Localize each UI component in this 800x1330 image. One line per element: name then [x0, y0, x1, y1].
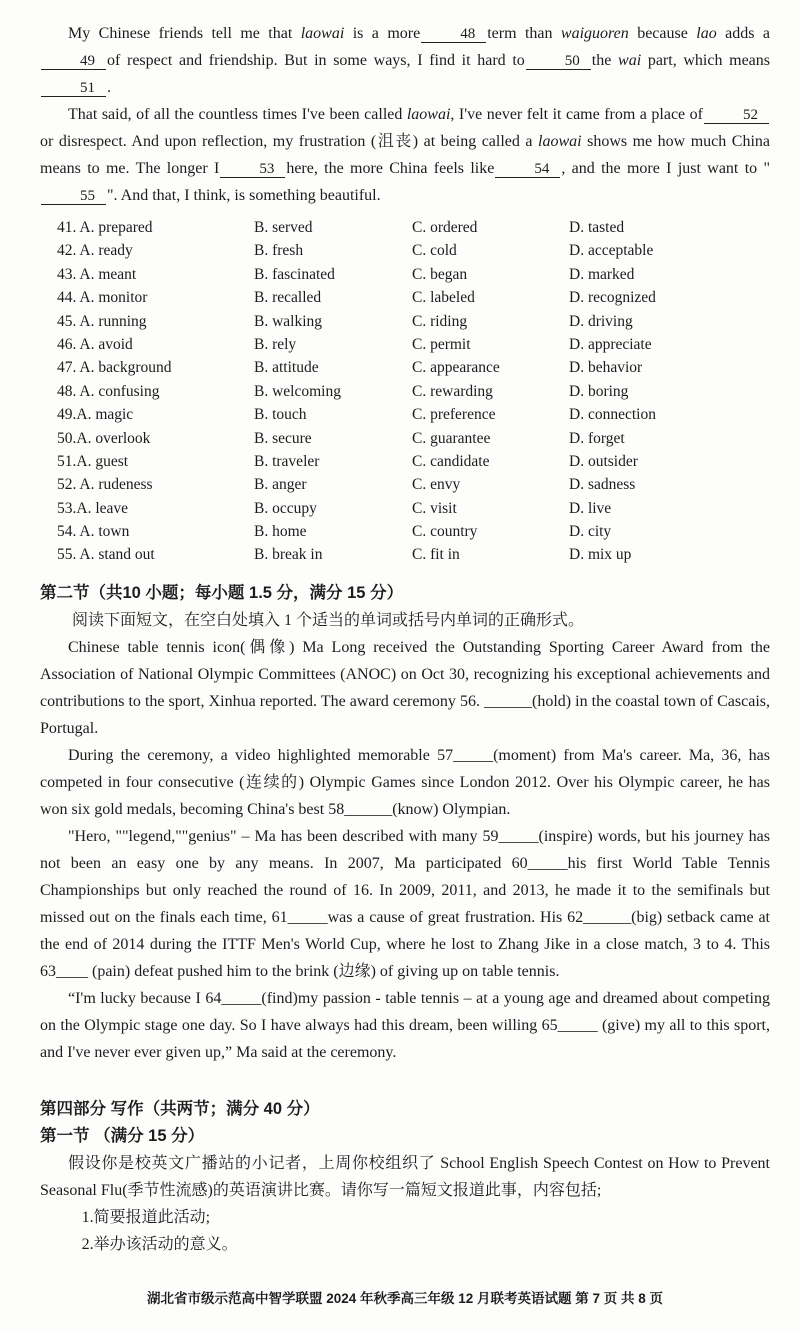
question-row — [57, 216, 770, 239]
question-number-and-option-a: 47. A. background — [57, 359, 172, 377]
writing-prompt: 假设你是校英文广播站的小记者，上周你校组织了 School English Speech Contest on How to Prevent Seasonal Flu(季节性流感)的英语演讲比赛。请你写一篇短文报道此事，内容包括; — [40, 1154, 770, 1199]
question-number-and-option-a: 42. A. ready — [57, 242, 133, 260]
option-d: D. marked — [569, 265, 635, 283]
option-b: B. fascinated — [254, 265, 335, 283]
question-number-and-option-a: 43. A. meant — [57, 265, 137, 283]
grammar-section — [40, 580, 770, 1066]
option-d: D. live — [569, 499, 612, 517]
writing-part-title: 第四部分 写作（共两节；满分 40 分） — [40, 1099, 320, 1118]
numbered-blank: 53 — [220, 161, 285, 178]
numbered-blank: 50 — [526, 53, 591, 70]
question-row — [57, 310, 770, 333]
option-c: C. riding — [412, 312, 468, 330]
option-c: C. began — [412, 265, 468, 283]
option-c: C. labeled — [412, 289, 475, 307]
option-b: B. recalled — [254, 289, 322, 307]
numbered-blank: 54 — [495, 161, 560, 178]
option-d: D. mix up — [569, 546, 632, 564]
question-number-and-option-a: 55. A. stand out — [57, 546, 155, 564]
question-row — [57, 286, 770, 309]
question-row — [57, 497, 770, 520]
option-d: D. connection — [569, 406, 656, 424]
option-c: C. ordered — [412, 219, 478, 236]
option-d: D. behavior — [569, 359, 643, 377]
question-number-and-option-a: 45. A. running — [57, 312, 147, 330]
option-b: B. welcoming — [254, 382, 341, 400]
question-number-and-option-a: 49.A. magic — [57, 406, 134, 424]
writing-point-2: 2.举办该活动的意义。 — [81, 1235, 238, 1253]
numbered-blank: 55 — [41, 188, 106, 205]
grammar-paragraph-3: "Hero, ""legend,""genius" – Ma has been described with many 59_____(inspire) words, but his journey has not been an easy one by any means. In 2007, Ma participated 60_____his first World Table Tennis Championships but only reached the round of 16. In 2009, 2011, and 2013, he made it to the semifinals but missed out on the finals each time, 61_____was a cause of great frustration. His 62______(big) setback came at the end of 2014 during the ITTF Men's World Cup, where he lost to Zhang Jike in a close match, 3 to 4. This 63____ (pain) defeat pushed him to the brink (边缘) of giving up on table tennis. — [40, 827, 770, 980]
option-b: B. home — [254, 523, 307, 541]
cloze-passage — [40, 20, 770, 209]
writing-section — [40, 1096, 770, 1258]
option-d: D. city — [569, 523, 612, 541]
question-row — [57, 403, 770, 426]
writing-point-1: 1.简要报道此活动; — [81, 1208, 211, 1226]
numbered-blank: 52 — [704, 107, 769, 124]
question-number-and-option-a: 51.A. guest — [57, 452, 129, 470]
option-c: C. envy — [412, 476, 461, 494]
question-row — [57, 380, 770, 403]
writing-section-title: 第一节 （满分 15 分） — [40, 1126, 205, 1145]
grammar-instruction: 阅读下面短文，在空白处填入 1 个适当的单词或括号内单词的正确形式。 — [72, 611, 585, 629]
page-footer — [40, 1285, 770, 1330]
option-d: D. forget — [569, 429, 625, 447]
cloze-paragraph-1: My Chinese friends tell me that laowai is a more 48 term than waiguoren because lao adds a49 of respect and friendship. But in some ways, I find it hard to 50 the wai part, which means51 . — [40, 20, 770, 101]
question-number-and-option-a: 54. A. town — [57, 523, 130, 541]
option-d: D. recognized — [569, 289, 656, 307]
option-c: C. candidate — [412, 452, 490, 470]
option-b: B. touch — [254, 406, 307, 424]
option-d: D. appreciate — [569, 335, 652, 353]
question-row — [57, 239, 770, 262]
question-number-and-option-a: 50.A. overlook — [57, 429, 151, 447]
option-b: B. walking — [254, 312, 323, 330]
option-b: B. occupy — [254, 499, 317, 517]
option-c: C. visit — [412, 499, 457, 517]
question-number-and-option-a: 46. A. avoid — [57, 335, 133, 353]
option-b: B. traveler — [254, 452, 320, 470]
option-c: C. rewarding — [412, 382, 493, 400]
cloze-paragraph-2: That said, of all the countless times I've been called laowai, I've never felt it came from a place of 52or disrespect. And upon reflection, my frustration (沮丧) at being called a laowai shows me how much China means to me. The longer I 53 here, the more China feels like 54 , and the more I just want to "55 ". And that, I think, is something beautiful. — [40, 106, 771, 204]
option-b: B. fresh — [254, 242, 304, 260]
question-number-and-option-a: 44. A. monitor — [57, 289, 148, 307]
question-row — [57, 473, 770, 496]
question-number-and-option-a: 41. A. prepared — [57, 219, 153, 236]
option-b: B. break in — [254, 546, 323, 564]
option-c: C. permit — [412, 335, 471, 353]
option-c: C. cold — [412, 242, 457, 260]
question-row — [57, 427, 770, 450]
numbered-blank: 49 — [41, 53, 106, 70]
option-c: C. preference — [412, 406, 496, 424]
grammar-paragraph-2: During the ceremony, a video highlighted memorable 57_____(moment) from Ma's career. Ma, 36, has competed in four consecutive (连续的) Olympic Games since London 2012. Over his Olympic career, he has won six gold medals, becoming China's best 58______(know) Olympian. — [40, 746, 770, 818]
question-row — [57, 543, 770, 566]
question-row — [57, 333, 770, 356]
question-row — [57, 520, 770, 543]
option-c: C. guarantee — [412, 429, 491, 447]
option-b: B. anger — [254, 476, 307, 494]
numbered-blank: 51 — [41, 80, 106, 97]
option-c: C. fit in — [412, 546, 460, 564]
question-row — [57, 356, 770, 379]
footer-text: 湖北省市级示范高中智学联盟 2024 年秋季高三年级 12 月联考英语试题 第 7 页 共 8 页 — [146, 1290, 664, 1306]
option-b: B. attitude — [254, 359, 319, 377]
question-row — [57, 450, 770, 473]
numbered-blank: 48 — [421, 26, 486, 43]
option-b: B. served — [254, 219, 313, 236]
option-c: C. appearance — [412, 359, 500, 377]
options-table — [57, 216, 770, 567]
option-d: D. sadness — [569, 476, 636, 494]
question-number-and-option-a: 48. A. confusing — [57, 382, 160, 400]
option-d: D. tasted — [569, 219, 625, 236]
grammar-paragraph-4: “I'm lucky because I 64_____(find)my passion - table tennis – at a young age and dreamed about competing on the Olympic stage one day. So I have always had this dream, been willing 65_____ (give) my all to this sport, and I've never ever given up,” Ma said at the ceremony. — [40, 989, 770, 1061]
option-c: C. country — [412, 523, 478, 541]
option-b: B. secure — [254, 429, 312, 447]
grammar-paragraph-1: Chinese table tennis icon(偶像) Ma Long received the Outstanding Sporting Career Award from the Association of National Olympic Committees (ANOC) on Oct 30, recognizing his exceptional achievements and contributions to the sport, Xinhua reported. The award ceremony 56. ______(hold) in the coastal town of Cascais, Portugal. — [40, 638, 770, 737]
question-number-and-option-a: 52. A. rudeness — [57, 476, 153, 494]
option-b: B. rely — [254, 335, 297, 353]
option-d: D. acceptable — [569, 242, 654, 260]
question-number-and-option-a: 53.A. leave — [57, 499, 129, 517]
question-row — [57, 263, 770, 286]
option-d: D. outsider — [569, 452, 638, 470]
option-d: D. driving — [569, 312, 633, 330]
option-d: D. boring — [569, 382, 629, 400]
grammar-section-title: 第二节（共10 小题；每小题 1.5 分，满分 15 分） — [40, 583, 404, 602]
